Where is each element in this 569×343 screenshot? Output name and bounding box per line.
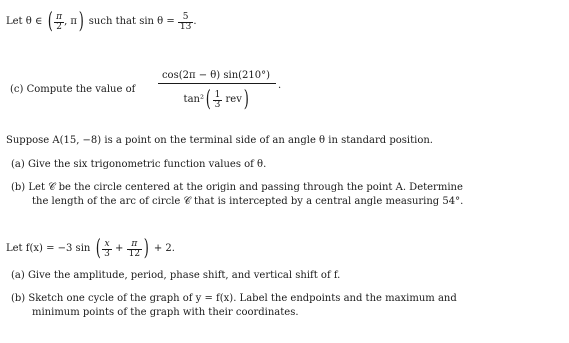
problem1-lead: Let θ ∈ xyxy=(6,16,43,27)
problem2-part-a: (a) Give the six trigonometric function values of θ. xyxy=(11,159,267,170)
open-paren: ( xyxy=(47,9,53,34)
problem2-part-b-line2: the length of the arc of circle 𝒞 that is intercepted by a central angle measuring 54°. xyxy=(32,196,464,207)
problem2-statement: Suppose A(15, −8) is a point on the terminal side of an angle θ in standard position. xyxy=(6,135,433,146)
part-c-denominator: tan²( $\frac{1}{3}$ rev) xyxy=(183,87,249,112)
problem3-statement: Let f(x) = −3 sin ( $\frac{x}{3}$ + $\frac{\pi}{12}$ ) + 2. xyxy=(6,236,175,261)
part-c-period: . xyxy=(278,80,282,91)
pi-over-12-fraction: $\frac{\pi}{12}$ xyxy=(128,238,141,259)
interval-lower-fraction: $\frac{\pi}{2}$ xyxy=(56,11,63,32)
x-over-3-fraction: $\frac{x}{3}$ xyxy=(104,238,110,259)
problem3-part-b-line2: minimum points of the graph with their coordinates. xyxy=(32,307,299,318)
problem1-statement: Let θ ∈ ( $\frac{\pi}{2}$ , π) such that sin θ = $\frac{5}{13}$ . xyxy=(6,9,197,34)
denominator-fraction: $\frac{1}{3}$ xyxy=(214,89,221,110)
problem2-part-b-line1: (b) Let 𝒞 be the circle centered at the origin and passing through the point A. Determine xyxy=(11,182,463,193)
problem3-part-b-line1: (b) Sketch one cycle of the graph of y = f(x). Label the endpoints and the maximum and xyxy=(11,293,457,304)
part-c-expression xyxy=(158,69,276,116)
close-paren: ) xyxy=(78,9,84,34)
problem1-condition: such that sin θ = xyxy=(88,16,175,27)
problem3-lead: Let f(x) = −3 sin xyxy=(6,243,91,254)
problem3-part-a: (a) Give the amplitude, period, phase shift, and vertical shift of f. xyxy=(11,270,341,281)
sin-value-fraction: $\frac{5}{13}$ xyxy=(179,11,192,32)
part-c-numerator: cos(2π − θ) sin(210°) xyxy=(161,70,271,81)
part-c-label: (c) Compute the value of xyxy=(10,84,136,95)
interval-upper: , π xyxy=(64,16,77,27)
